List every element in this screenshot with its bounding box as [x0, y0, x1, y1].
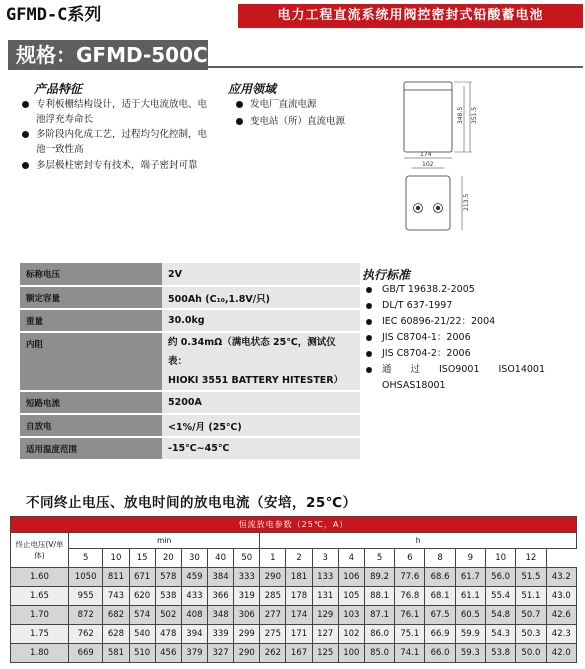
current-cell: 178 — [286, 587, 312, 606]
current-cell: 578 — [155, 568, 181, 587]
voltage-header: 终止电压(V/单体) — [11, 533, 69, 568]
spec-value: 30.0kg — [162, 309, 360, 332]
table-caption: 恒流放电参数（25℃，A） — [11, 517, 577, 533]
spec-key: 内阻 — [20, 332, 162, 391]
standard-item: JIS C8704-1：2006 — [362, 330, 582, 346]
model-divider — [208, 66, 583, 68]
time-column-header: 9 — [455, 549, 485, 568]
spec-value: 2V — [162, 263, 360, 286]
current-cell: 456 — [155, 644, 181, 663]
time-column-header: 10 — [103, 549, 129, 568]
spec-key: 额定容量 — [20, 286, 162, 309]
spec-key: 短路电流 — [20, 391, 162, 414]
spec-row — [20, 309, 360, 332]
standard-item: JIS C8704-2：2006 — [362, 346, 582, 362]
current-cell: 339 — [208, 625, 234, 644]
standards-title: 执行标准 — [362, 268, 411, 282]
table-row — [11, 644, 577, 663]
spec-table — [20, 263, 360, 461]
min-label: min — [69, 533, 260, 549]
current-cell: 60.5 — [455, 606, 485, 625]
current-cell: 68.6 — [425, 568, 455, 587]
current-cell: 77.6 — [395, 568, 425, 587]
h-label: h — [260, 533, 577, 549]
spec-value-cont: HIOKI 3551 BATTERY HITESTER） — [168, 375, 344, 386]
current-cell: 61.1 — [455, 587, 485, 606]
table-row — [11, 568, 577, 587]
time-column-header: 10 — [486, 549, 516, 568]
current-cell: 50.3 — [516, 625, 546, 644]
series-title: GFMD-C系列 — [6, 5, 102, 25]
current-cell: 59.3 — [455, 644, 485, 663]
end-voltage-cell: 1.75 — [11, 625, 69, 644]
current-cell: 55.4 — [486, 587, 516, 606]
current-cell: 174 — [286, 606, 312, 625]
current-cell: 394 — [181, 625, 207, 644]
spec-key: 自放电 — [20, 414, 162, 437]
spec-row — [20, 286, 360, 309]
table-row — [11, 587, 577, 606]
spec-row — [20, 391, 360, 414]
current-cell: 42.3 — [546, 625, 576, 644]
current-cell: 275 — [260, 625, 286, 644]
current-cell: 327 — [208, 644, 234, 663]
current-cell: 103 — [338, 606, 364, 625]
current-cell: 682 — [103, 606, 129, 625]
spec-row — [20, 263, 360, 286]
spec-row — [20, 437, 360, 460]
discharge-title: 不同终止电压、放电时间的放电电流（安培，25℃） — [26, 495, 357, 511]
current-cell: 384 — [208, 568, 234, 587]
current-cell: 171 — [286, 625, 312, 644]
current-cell: 538 — [155, 587, 181, 606]
current-cell: 348 — [208, 606, 234, 625]
current-cell: 43.0 — [546, 587, 576, 606]
current-cell: 299 — [234, 625, 260, 644]
time-column-header: 5 — [364, 549, 394, 568]
current-cell: 743 — [103, 587, 129, 606]
current-cell: 75.1 — [395, 625, 425, 644]
current-cell: 669 — [69, 644, 103, 663]
current-cell: 762 — [69, 625, 103, 644]
time-column-header: 8 — [425, 549, 455, 568]
dim-height-total: 351.5 — [471, 106, 478, 124]
table-row — [11, 625, 577, 644]
standard-item: GB/T 19638.2-2005 — [362, 282, 582, 298]
current-cell: 51.5 — [516, 568, 546, 587]
current-cell: 61.7 — [455, 568, 485, 587]
current-cell: 54.8 — [486, 606, 516, 625]
current-cell: 379 — [181, 644, 207, 663]
current-cell: 133 — [312, 568, 338, 587]
current-cell: 51.1 — [516, 587, 546, 606]
current-cell: 262 — [260, 644, 286, 663]
current-cell: 510 — [129, 644, 155, 663]
current-cell: 56.0 — [486, 568, 516, 587]
current-cell: 408 — [181, 606, 207, 625]
current-cell: 1050 — [69, 568, 103, 587]
current-cell: 102 — [338, 625, 364, 644]
current-cell: 671 — [129, 568, 155, 587]
current-cell: 129 — [312, 606, 338, 625]
current-cell: 131 — [312, 587, 338, 606]
current-cell: 290 — [260, 568, 286, 587]
current-cell: 167 — [286, 644, 312, 663]
standard-item: DL/T 637-1997 — [362, 298, 582, 314]
standard-item: 通 过 ISO9001 ISO14001 OHSAS18001 — [362, 362, 582, 394]
current-cell: 955 — [69, 587, 103, 606]
time-column-header: 12 — [516, 549, 546, 568]
time-column-header: 20 — [155, 549, 181, 568]
current-cell: 872 — [69, 606, 103, 625]
caption-row — [11, 517, 577, 533]
time-column-header: 2 — [286, 549, 312, 568]
current-cell: 76.1 — [395, 606, 425, 625]
current-cell: 127 — [312, 625, 338, 644]
current-cell: 319 — [234, 587, 260, 606]
current-cell: 285 — [260, 587, 286, 606]
model-label: 规格：GFMD-500C — [8, 40, 208, 70]
current-cell: 478 — [155, 625, 181, 644]
dim-length: 174 — [420, 151, 432, 158]
current-cell: 66.9 — [425, 625, 455, 644]
feature-item: 多层极柱密封专有技术，端子密封可靠 — [20, 158, 210, 173]
current-cell: 50.0 — [516, 644, 546, 663]
time-column-header: 6 — [395, 549, 425, 568]
discharge-table — [10, 516, 577, 663]
current-cell: 125 — [312, 644, 338, 663]
current-cell: 74.1 — [395, 644, 425, 663]
current-cell: 277 — [260, 606, 286, 625]
current-cell: 42.0 — [546, 644, 576, 663]
application-item: 变电站（所）直流电源 — [234, 114, 384, 129]
time-column-header: 5 — [69, 549, 103, 568]
current-cell: 53.8 — [486, 644, 516, 663]
current-cell: 106 — [338, 568, 364, 587]
current-cell: 59.9 — [455, 625, 485, 644]
feature-item: 专利板栅结构设计，适于大电流放电、电池浮充寿命长 — [20, 97, 210, 127]
spec-key: 重量 — [20, 309, 162, 332]
current-cell: 290 — [234, 644, 260, 663]
current-cell: 366 — [208, 587, 234, 606]
current-cell: 85.0 — [364, 644, 394, 663]
current-cell: 433 — [181, 587, 207, 606]
current-cell: 66.0 — [425, 644, 455, 663]
dim-terminal: 213.5 — [463, 193, 470, 211]
current-cell: 105 — [338, 587, 364, 606]
standards-list — [362, 282, 582, 394]
current-cell: 89.2 — [364, 568, 394, 587]
spec-value-multiline — [162, 332, 360, 391]
spec-value: 500Ah (C₁₀,1.8V/只) — [162, 286, 360, 309]
current-cell: 628 — [103, 625, 129, 644]
current-cell: 50.7 — [516, 606, 546, 625]
end-voltage-cell: 1.65 — [11, 587, 69, 606]
end-voltage-cell: 1.80 — [11, 644, 69, 663]
end-voltage-cell: 1.60 — [11, 568, 69, 587]
standard-item: IEC 60896-21/22：2004 — [362, 314, 582, 330]
current-cell: 540 — [129, 625, 155, 644]
time-column-header: 30 — [181, 549, 207, 568]
current-cell: 574 — [129, 606, 155, 625]
current-cell: 43.2 — [546, 568, 576, 587]
end-voltage-cell: 1.70 — [11, 606, 69, 625]
battery-dimension-drawing — [392, 76, 492, 240]
spec-key: 适用温度范围 — [20, 437, 162, 460]
current-cell: 502 — [155, 606, 181, 625]
current-cell: 620 — [129, 587, 155, 606]
unit-row — [11, 533, 577, 549]
features-title: 产品特征 — [34, 82, 83, 96]
current-cell: 181 — [286, 568, 312, 587]
current-cell: 68.1 — [425, 587, 455, 606]
time-column-header: 15 — [129, 549, 155, 568]
spec-key: 标称电压 — [20, 263, 162, 286]
time-header-row — [11, 549, 577, 568]
time-column-header: 50 — [234, 549, 260, 568]
current-cell: 86.0 — [364, 625, 394, 644]
applications-title: 应用领域 — [228, 82, 277, 96]
current-cell: 87.1 — [364, 606, 394, 625]
current-cell: 100 — [338, 644, 364, 663]
spec-value: 5200A — [162, 391, 360, 414]
current-cell: 811 — [103, 568, 129, 587]
table-row — [11, 606, 577, 625]
model-bar — [8, 40, 583, 70]
time-column-header: 4 — [338, 549, 364, 568]
spec-value: <1%/月 (25℃) — [162, 414, 360, 437]
current-cell: 67.5 — [425, 606, 455, 625]
feature-item: 多阶段内化成工艺，过程均匀化控制，电池一致性高 — [20, 127, 210, 157]
current-cell: 42.6 — [546, 606, 576, 625]
current-cell: 76.8 — [395, 587, 425, 606]
time-column-header: 40 — [208, 549, 234, 568]
time-column-header: 1 — [260, 549, 286, 568]
application-item: 发电厂直流电源 — [234, 97, 384, 112]
spec-value: -15℃~45℃ — [162, 437, 360, 460]
dim-width: 102 — [422, 161, 434, 168]
current-cell: 333 — [234, 568, 260, 587]
dim-height-inner: 348.5 — [457, 106, 464, 124]
spec-row — [20, 414, 360, 437]
spec-value: 约 0.34mΩ（满电状态 25℃，测试仪表： — [168, 337, 336, 367]
current-cell: 306 — [234, 606, 260, 625]
current-cell: 54.3 — [486, 625, 516, 644]
current-cell: 88.1 — [364, 587, 394, 606]
spec-row — [20, 332, 360, 391]
product-subtitle: 电力工程直流系统用阀控密封式铅酸蓄电池 — [238, 4, 583, 28]
time-column-header: 3 — [312, 549, 338, 568]
current-cell: 459 — [181, 568, 207, 587]
current-cell: 581 — [103, 644, 129, 663]
